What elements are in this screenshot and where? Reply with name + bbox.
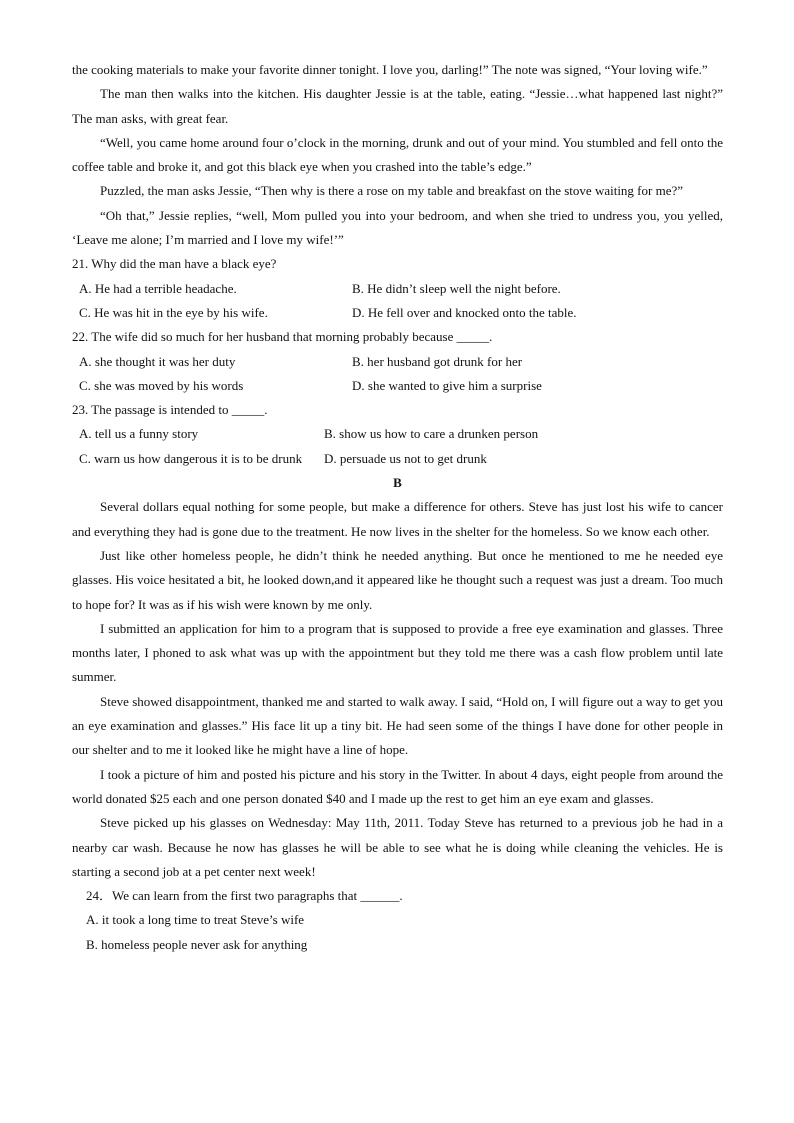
passage-b-paragraph-2: Just like other homeless people, he didn’t think he needed anything. But once he mentioned to me he needed eye glasses. His voice hesitated a bit, he looked down,and it appeared like he thought such a request was just a dream. Too much to hope for? It was as if his wish were known by me only. [72, 547, 723, 612]
passage-a-paragraph-3: “Well, you came home around four o’clock in the morning, drunk and out of your mind. You stumbled and fell onto the coffee table and broke it, and got this black eye when you crashed into the table’s edge.” [72, 134, 723, 175]
passage-b-paragraph-4: Steve showed disappointment, thanked me and started to walk away. I said, “Hold on, I will figure out a way to get you an eye examination and glasses.” His face lit up a tiny bit. He had seen some of the things I have done for other people in our shelter and to me it looked like he might have a line of hope. [72, 693, 723, 758]
option-a: A. tell us a funny story [79, 426, 199, 442]
question-22 [72, 325, 723, 398]
section-heading: B [393, 475, 402, 491]
option-c: C. warn us how dangerous it is to be drunk [79, 450, 303, 466]
option-b: B. homeless people never ask for anything [86, 936, 308, 952]
option-a: A. she thought it was her duty [79, 353, 236, 369]
question-options [79, 277, 723, 326]
option-c: C. she was moved by his words [79, 377, 244, 393]
passage-a-paragraph-5: “Oh that,” Jessie replies, “well, Mom pulled you into your bedroom, and when she tried to undress you, you yelled, ‘Leave me alone; I’m married and I love my wife!’” [72, 207, 723, 248]
option-d: D. she wanted to give him a surprise [352, 377, 542, 393]
passage-b-paragraph-6: Steve picked up his glasses on Wednesday: May 11th, 2011. Today Steve has returned to a previous job he had in a nearby car wash. Because he now has glasses he will be able to see what he is doing while cleaning the vehicles. He is starting a second job at a pet center next week! [72, 815, 723, 879]
passage-b-paragraph-3: I submitted an application for him to a program that is supposed to provide a free eye examination and glasses. Three months later, I phoned to ask what was up with the appointment but they told me there was a cash flow problem until late summer. [72, 620, 723, 685]
question-stem: 24．We can learn from the first two paragraphs that ______. [86, 888, 403, 904]
question-options [79, 422, 723, 471]
option-b: B. He didn’t sleep well the night before. [352, 280, 561, 296]
option-b: B. show us how to care a drunken person [324, 426, 539, 442]
passage-a-paragraph-2: The man then walks into the kitchen. His daughter Jessie is at the table, eating. “Jessie…what happened last night?” The man asks, with great fear. [72, 86, 723, 126]
passage-a-paragraph-1: the cooking materials to make your favorite dinner tonight. I love you, darling!” The note was signed, “Your loving wife.” [72, 62, 708, 77]
question-stem: 23. The passage is intended to _____. [72, 402, 268, 418]
option-c: C. He was hit in the eye by his wife. [79, 304, 268, 320]
question-21 [72, 252, 723, 325]
passage-a-paragraph-4: Puzzled, the man asks Jessie, “Then why is there a rose on my table and breakfast on the stove waiting for me?” [100, 183, 684, 199]
option-d: D. He fell over and knocked onto the table. [352, 304, 577, 320]
document-page [72, 58, 723, 957]
question-stem: 22. The wife did so much for her husband that morning probably because _____. [72, 329, 493, 345]
passage-b-paragraph-5: I took a picture of him and posted his picture and his story in the Twitter. In about 4 days, eight people from around the world donated $25 each and one person donated $40 and I made up the rest to get him an eye exam and glasses. [72, 766, 723, 806]
option-b: B. her husband got drunk for her [352, 353, 523, 369]
option-a: A. He had a terrible headache. [79, 280, 237, 296]
question-options [79, 350, 723, 399]
question-stem: 21. Why did the man have a black eye? [72, 256, 277, 272]
option-d: D. persuade us not to get drunk [324, 450, 487, 466]
question-24 [72, 884, 723, 957]
passage-b-paragraph-1: Several dollars equal nothing for some people, but make a difference for others. Steve has just lost his wife to cancer and everything they had is gone due to the treatment. He now lives in the shelter for the homeless. So we know each other. [72, 499, 723, 539]
question-23 [72, 398, 723, 471]
question-options [86, 908, 723, 957]
option-a: A. it took a long time to treat Steve’s wife [86, 912, 305, 928]
